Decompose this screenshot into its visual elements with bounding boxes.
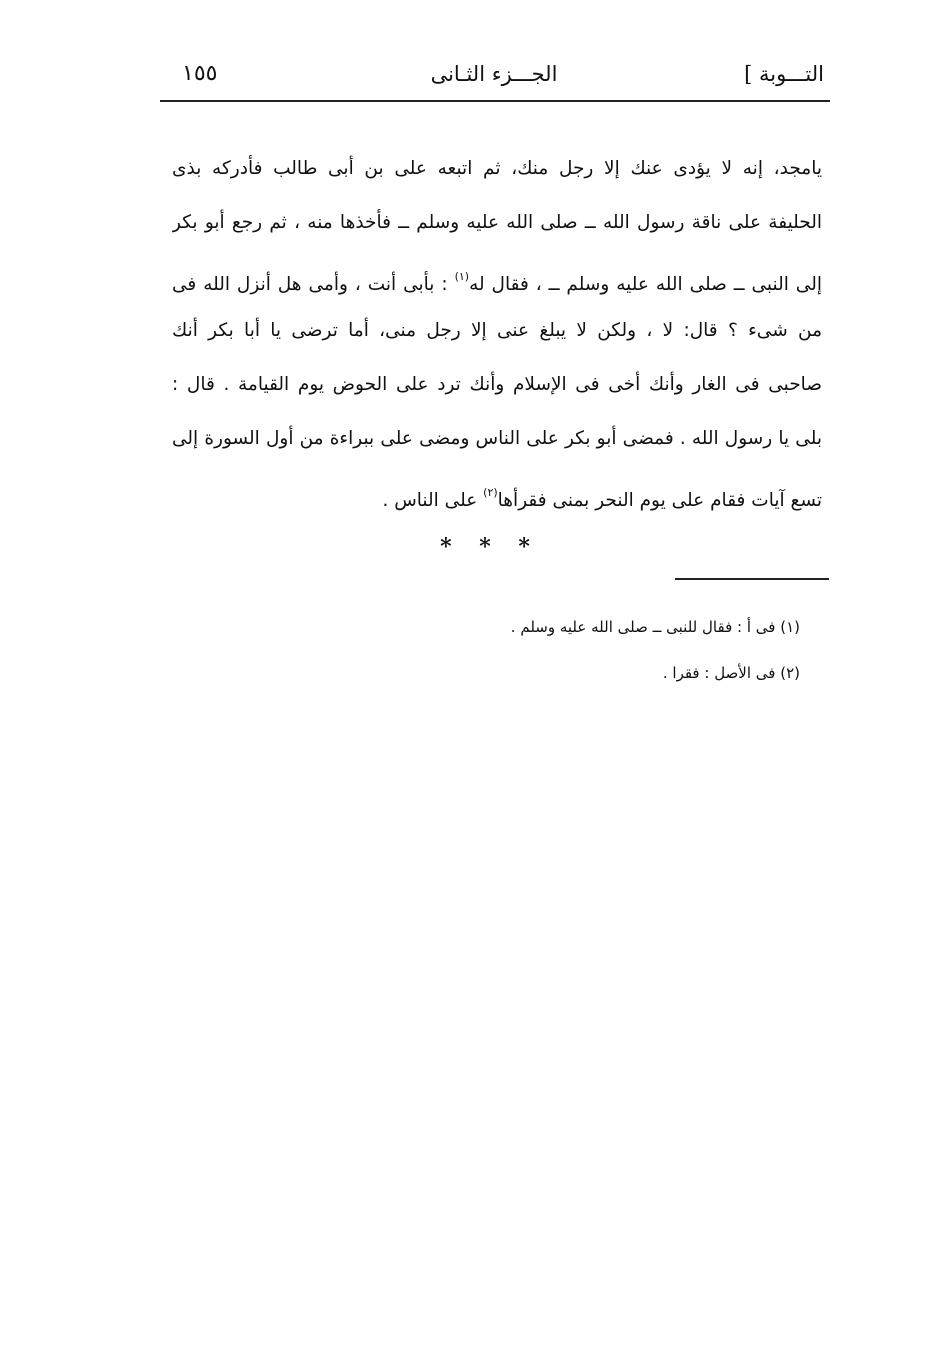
text-line: من شىء ؟ قال: لا ، ولكن لا يبلغ عنى إلا رجل منى، أما ترضى يا أبا بكر أنك [172,320,822,341]
footnote-2: (٢) فى الأصل : فقرا . [662,664,800,682]
text-line [172,250,822,304]
footnote-1: (١) فى أ : فقال للنبى ــ صلى الله عليه وسلم . [510,618,800,636]
text-line: صاحبى فى الغار وأنك أخى فى الإسلام وأنك ترد على الحوض يوم القيامة . قال : [172,374,822,395]
volume-title: الجـــزء الثـانى [430,62,558,86]
chapter-title: التـــوبة ] [744,62,824,86]
section-separator: * * * [440,534,540,560]
footnote-ref-1: (١) [454,270,470,283]
text-segment: تسع آيات فقام على يوم النحر بمنى فقرأها [497,490,822,511]
main-text [172,142,822,520]
text-segment: على الناس . [382,490,484,511]
text-segment: إلى النبى ــ صلى الله عليه وسلم ــ ، فقال له [469,274,822,295]
footnote-rule [675,578,829,580]
text-line [172,466,822,520]
page-number: ١٥٥ [182,61,218,86]
page-header [160,52,828,96]
footnotes [440,604,800,696]
text-line: بلى يا رسول الله . فمضى أبو بكر على الناس ومضى على ببراءة من أول السورة إلى [172,428,822,449]
header-rule [160,100,830,102]
text-segment: : بأبى أنت ، وأمى هل أنزل الله فى [172,274,448,295]
text-line: الحليفة على ناقة رسول الله ــ صلى الله عليه وسلم ــ فأخذها منه ، ثم رجع أبو بكر [172,212,822,233]
text-line: يامجد، إنه لا يؤدى عنك إلا رجل منك، ثم اتبعه على بن أبى طالب فأدركه بذى [172,158,822,179]
footnote-ref-2: (٢) [483,486,498,499]
